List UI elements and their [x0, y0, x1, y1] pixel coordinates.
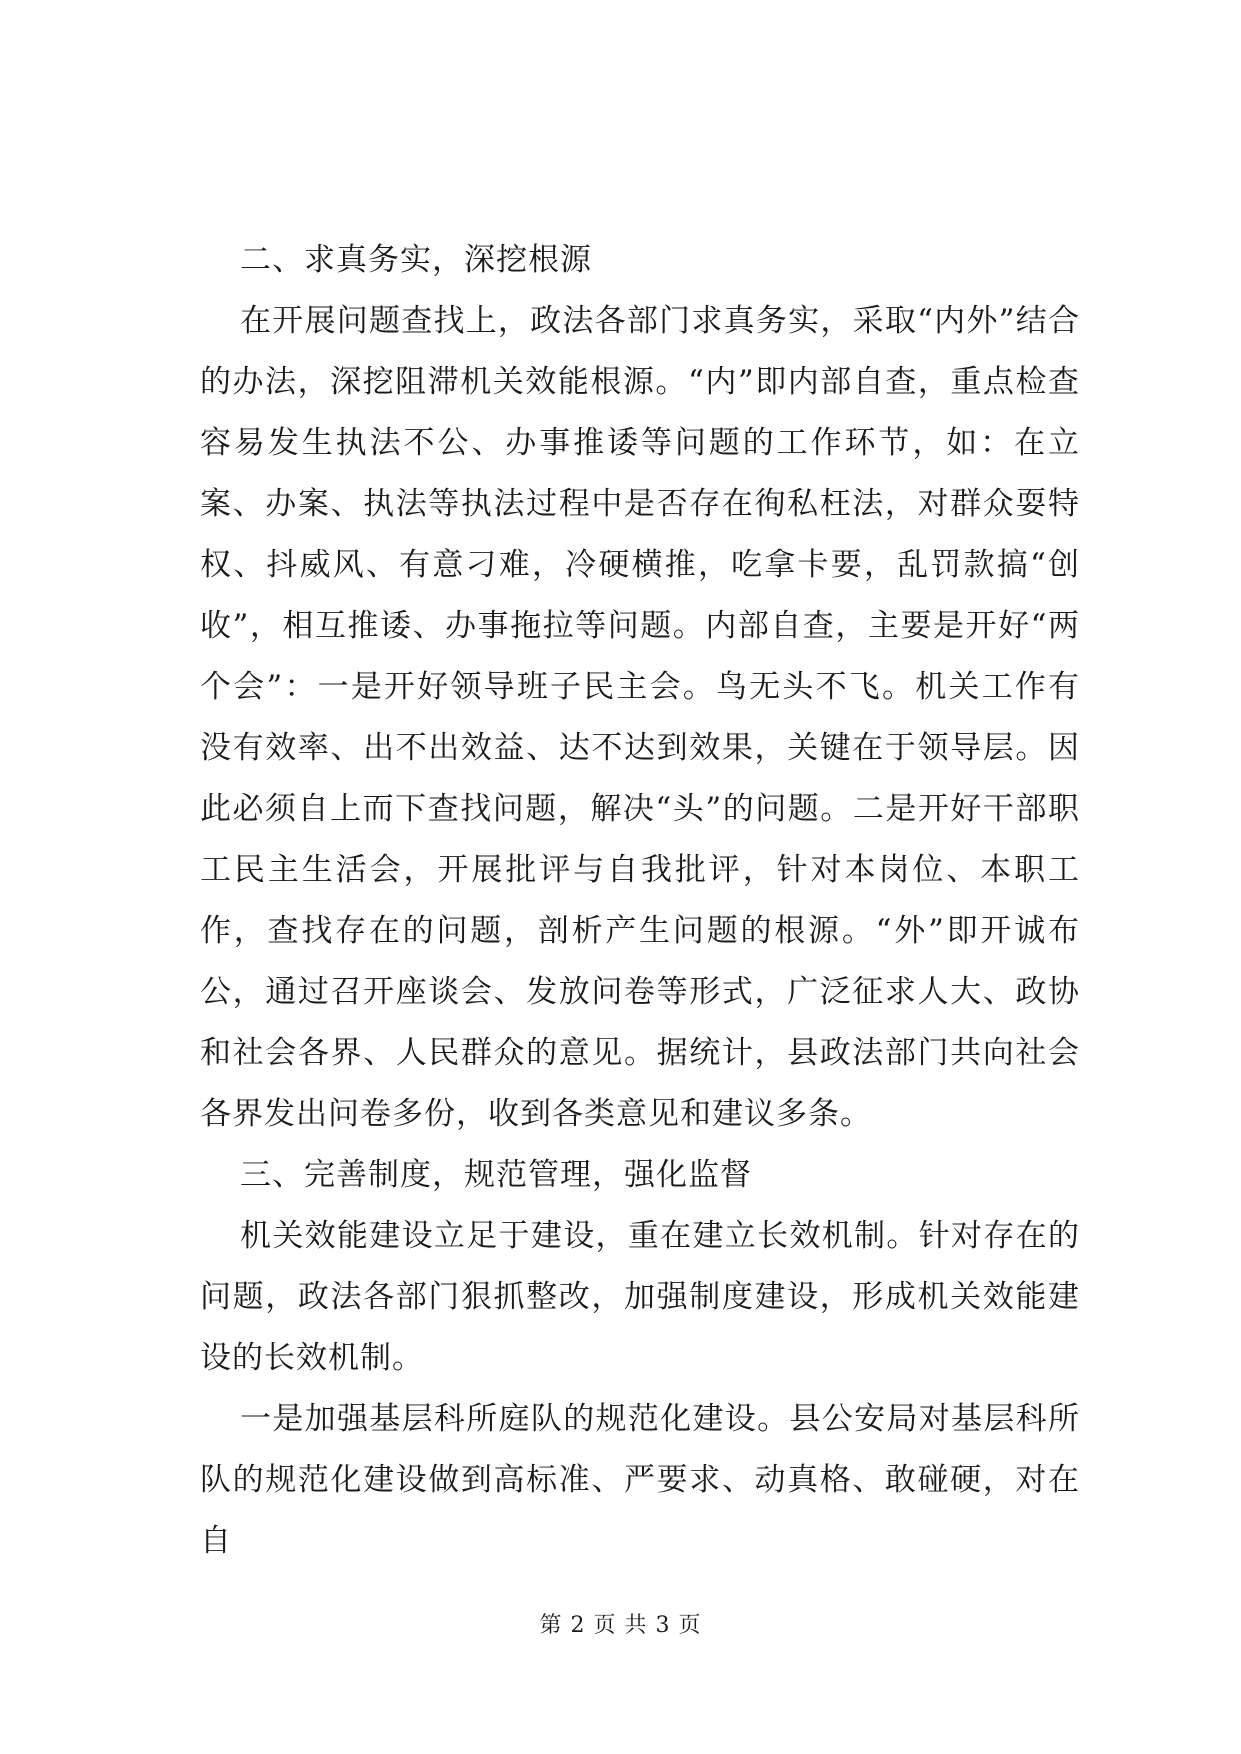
section-heading-3: 三、完善制度，规范管理，强化监督	[240, 1157, 752, 1193]
document-body	[200, 230, 1080, 1572]
section-3-paragraph-2: 一是加强基层科所庭队的规范化建设。县公安局对基层科所队的规范化建设做到高标准、严要求、动真格、敢碰硬，对在自	[200, 1401, 1080, 1559]
section-heading-2: 二、求真务实，深挖根源	[240, 242, 592, 278]
section-2-paragraph-1: 在开展问题查找上，政法各部门求真务实，采取“内外”结合的办法，深挖阻滞机关效能根源。“内”即内部自查，重点检查容易发生执法不公、办事推诿等问题的工作环节，如：在立案、办案、执法等执法过程中是否存在徇私枉法，对群众耍特权、抖威风、有意刁难，冷硬横推，吃拿卡要，乱罚款搞“创收”，相互推诿、办事拖拉等问题。内部自查，主要是开好“两个会”：一是开好领导班子民主会。鸟无头不飞。机关工作有没有效率、出不出效益、达不达到效果，关键在于领导层。因此必须自上而下查找问题，解决“头”的问题。二是开好干部职工民主生活会，开展批评与自我批评，针对本岗位、本职工作，查找存在的问题，剖析产生问题的根源。“外”即开诚布公，通过召开座谈会、发放问卷等形式，广泛征求人大、政协和社会各界、人民群众的意见。据统计，县政法部门共向社会各界发出问卷多份，收到各类意见和建议多条。	[200, 303, 1080, 1132]
section-3-paragraph-1: 机关效能建设立足于建设，重在建立长效机制。针对存在的问题，政法各部门狠抓整改，加强制度建设，形成机关效能建设的长效机制。	[200, 1218, 1080, 1376]
page-footer: 第 2 页 共 3 页	[539, 1613, 702, 1638]
